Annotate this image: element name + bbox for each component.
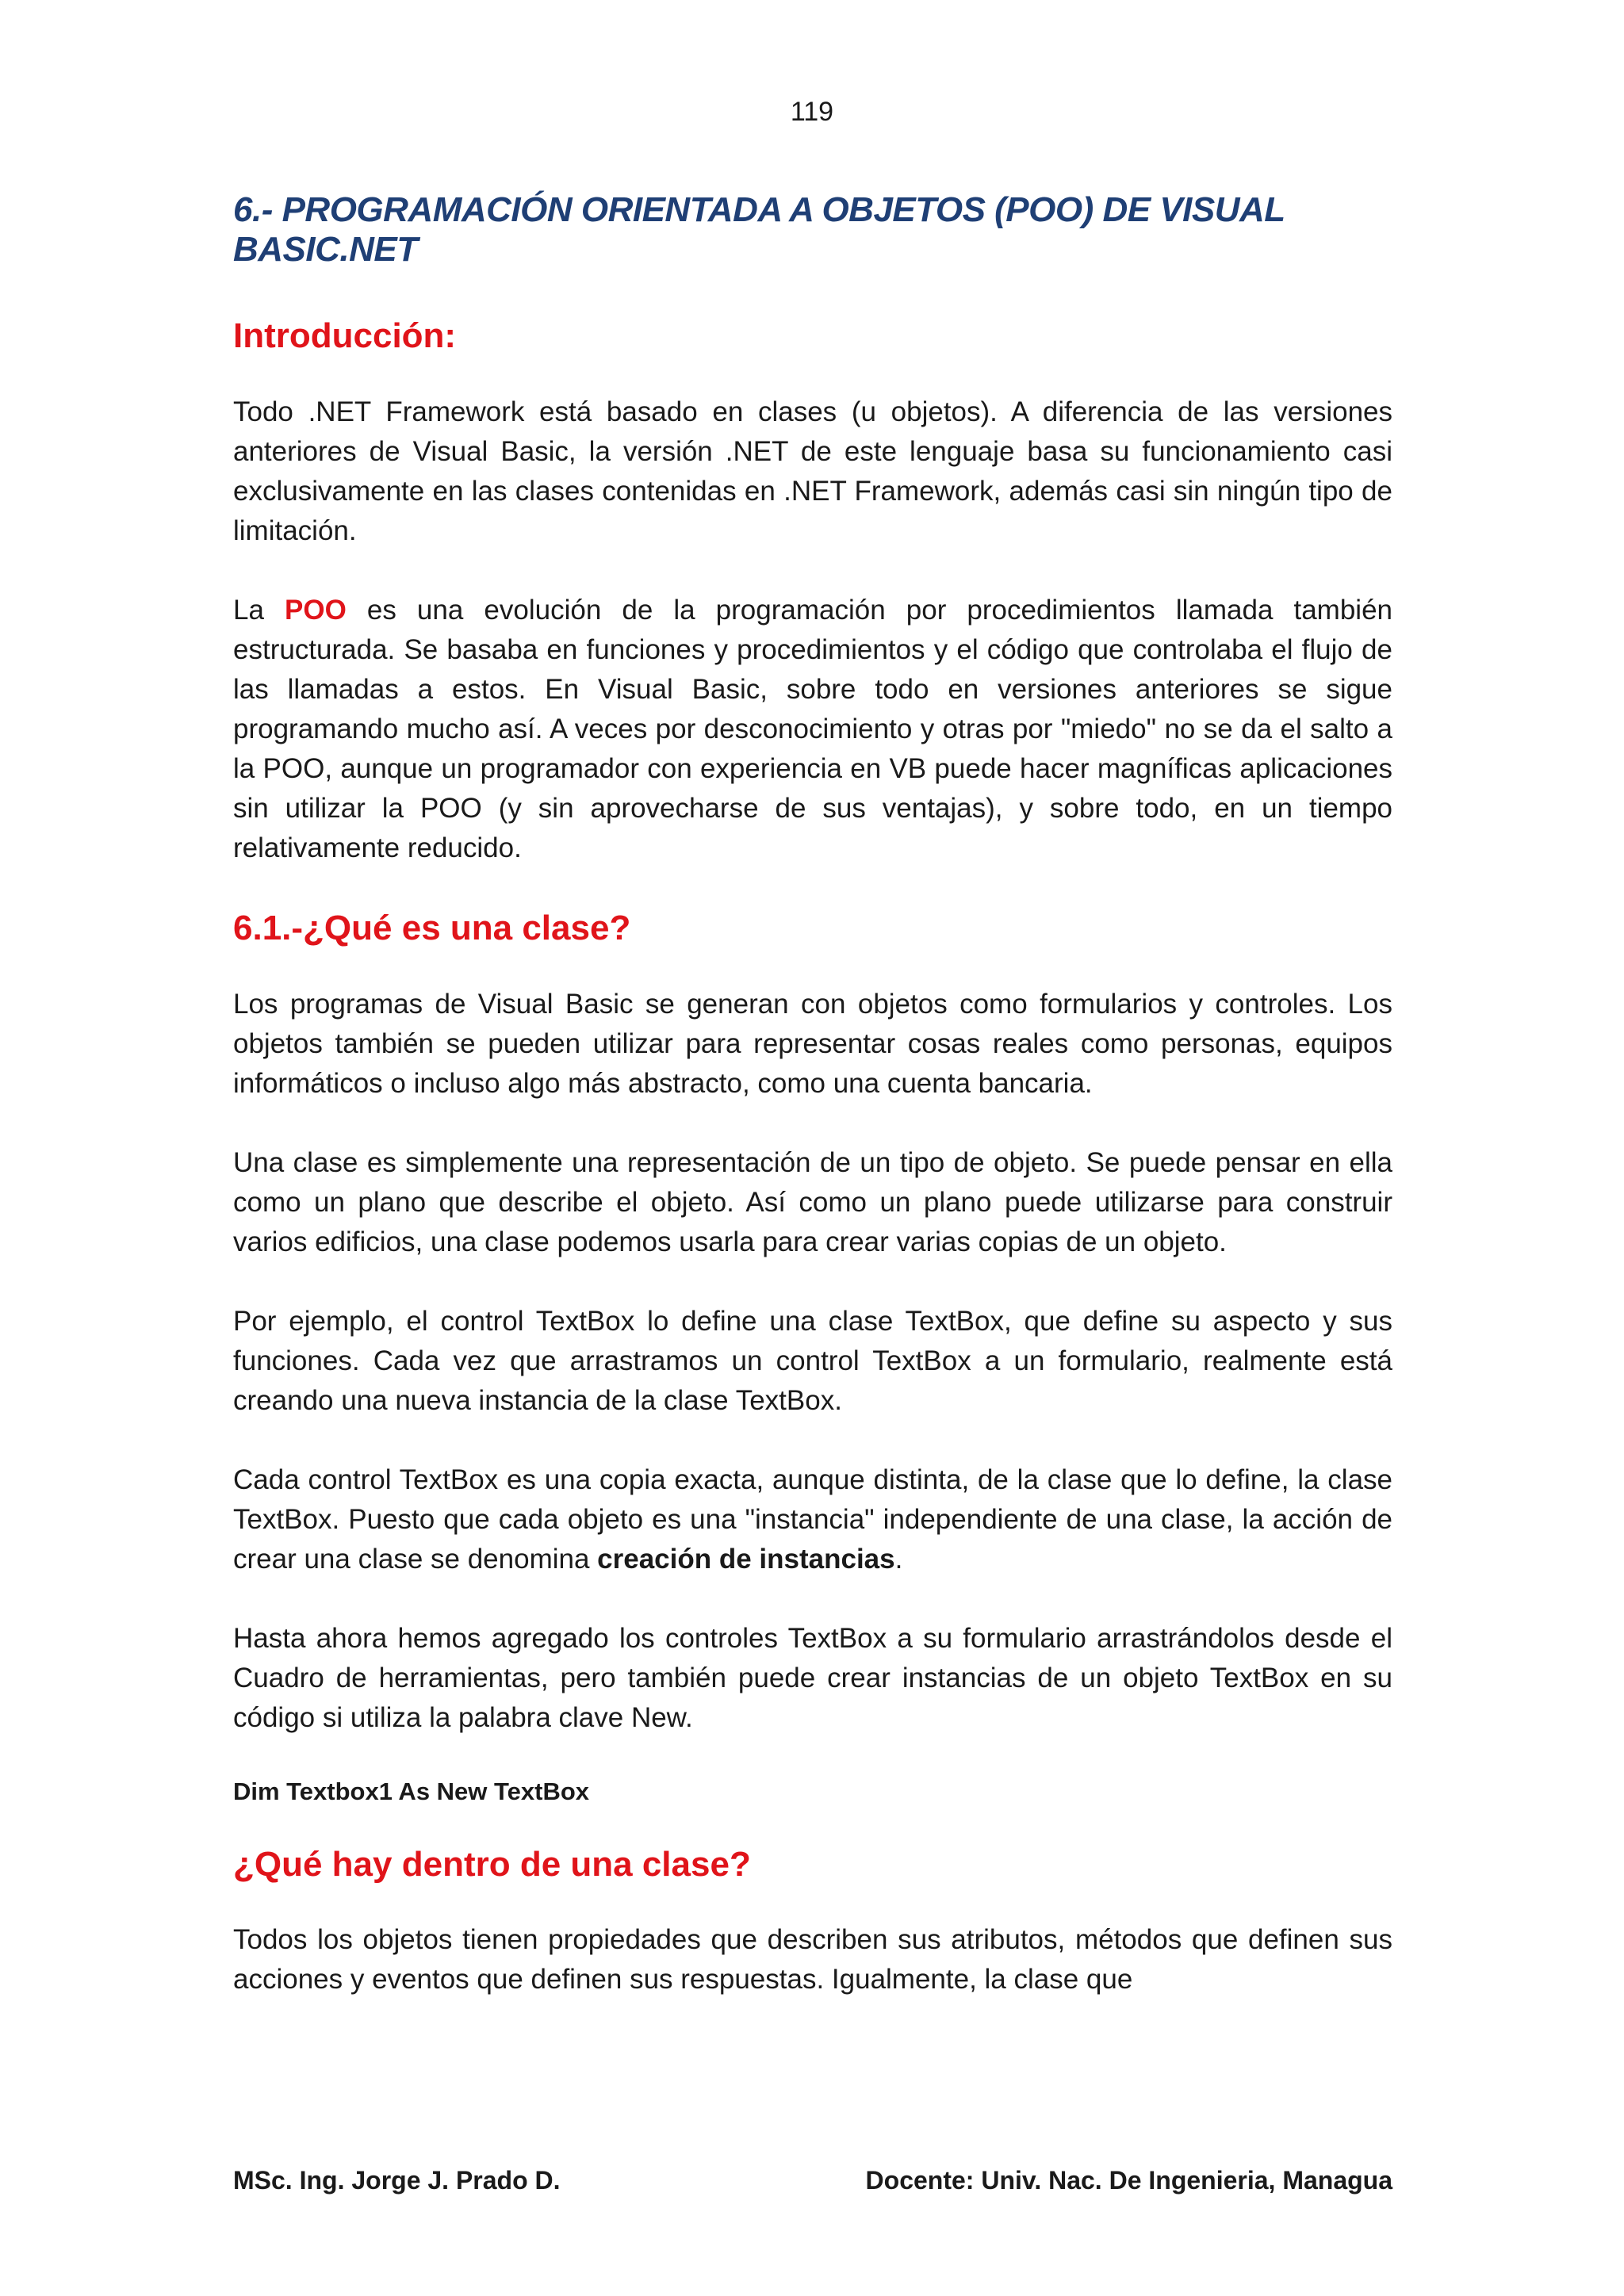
intro-p2-start: La [233, 594, 285, 626]
creacion-instancias-term: creación de instancias [597, 1543, 895, 1575]
footer-affiliation: Docente: Univ. Nac. De Ingenieria, Managua [865, 2166, 1392, 2195]
code-snippet: Dim Textbox1 As New TextBox [233, 1777, 590, 1805]
intro-p2-rest: es una evolución de la programación por procedimientos llamada también estructurada. Se basaba en funciones y procedimientos y el código que controlaba el flujo de las llamadas a estos. En Visual Basic, sobre todo en versiones anteriores se sigue programando mucho así. A veces por desconocimiento y otras por "miedo" no se da el salto a la POO, aunque un programador con experiencia en VB puede hacer magníficas aplicaciones sin utilizar la POO (y sin aprovecharse de sus ventajas), y sobre todo, en un tiempo relativamente reducido. [233, 594, 1393, 863]
chapter-title: 6.- PROGRAMACIÓN ORIENTADA A OBJETOS (POO) DE VISUAL BASIC.NET [233, 190, 1285, 269]
intro-paragraph-1: Todo .NET Framework está basado en clases (u objetos). A diferencia de las versiones anteriores de Visual Basic, la versión .NET de este lenguaje basa su funcionamiento casi exclusivamente en las clases contenidas en .NET Framework, además casi sin ningún tipo de limitación. [233, 396, 1392, 546]
clase-paragraph-1: Los programas de Visual Basic se generan con objetos como formularios y controles. Los objetos también se pueden utilizar para representar cosas reales como personas, equipos informáticos o incluso algo más abstracto, como una cuenta bancaria. [233, 988, 1392, 1099]
que-es-clase-heading: 6.1.-¿Qué es una clase? [233, 908, 631, 947]
clase-paragraph-4 [233, 1460, 1392, 1579]
dentro-clase-heading: ¿Qué hay dentro de una clase? [233, 1844, 751, 1884]
intro-paragraph-2 [233, 591, 1392, 868]
clase-paragraph-2: Una clase es simplemente una representación de un tipo de objeto. Se puede pensar en ella como un plano que describe el objeto. Así como un plano puede utilizarse para construir varios edificios, una clase podemos usarla para crear varias copias de un objeto. [233, 1146, 1392, 1257]
page-content [233, 190, 1392, 2039]
clase-p4-end: . [894, 1543, 903, 1575]
footer-author: MSc. Ing. Jorge J. Prado D. [233, 2166, 561, 2195]
page-number: 119 [790, 97, 834, 127]
dentro-paragraph-1: Todos los objetos tienen propiedades que describen sus atributos, métodos que definen sus acciones y eventos que definen sus respuestas. Igualmente, la clase que [233, 1924, 1392, 1996]
clase-paragraph-3: Por ejemplo, el control TextBox lo define una clase TextBox, que define su aspecto y sus funciones. Cada vez que arrastramos un control TextBox a un formulario, realmente está creando una nueva instancia de la clase TextBox. [233, 1305, 1392, 1416]
clase-paragraph-5: Hasta ahora hemos agregado los controles TextBox a su formulario arrastrándolos desde el Cuadro de herramientas, pero también puede crear instancias de un objeto TextBox en su código si utiliza la palabra clave New. [233, 1622, 1392, 1733]
page-footer [233, 2166, 1392, 2195]
poo-highlight: POO [285, 594, 347, 626]
clase-p4-start: Cada control TextBox es una copia exacta, aunque distinta, de la clase que lo define, la clase TextBox. Puesto que cada objeto es una "instancia" independiente de una clase, la acción de crear una clase se denomina [233, 1464, 1392, 1575]
intro-heading: Introducción: [233, 316, 457, 355]
